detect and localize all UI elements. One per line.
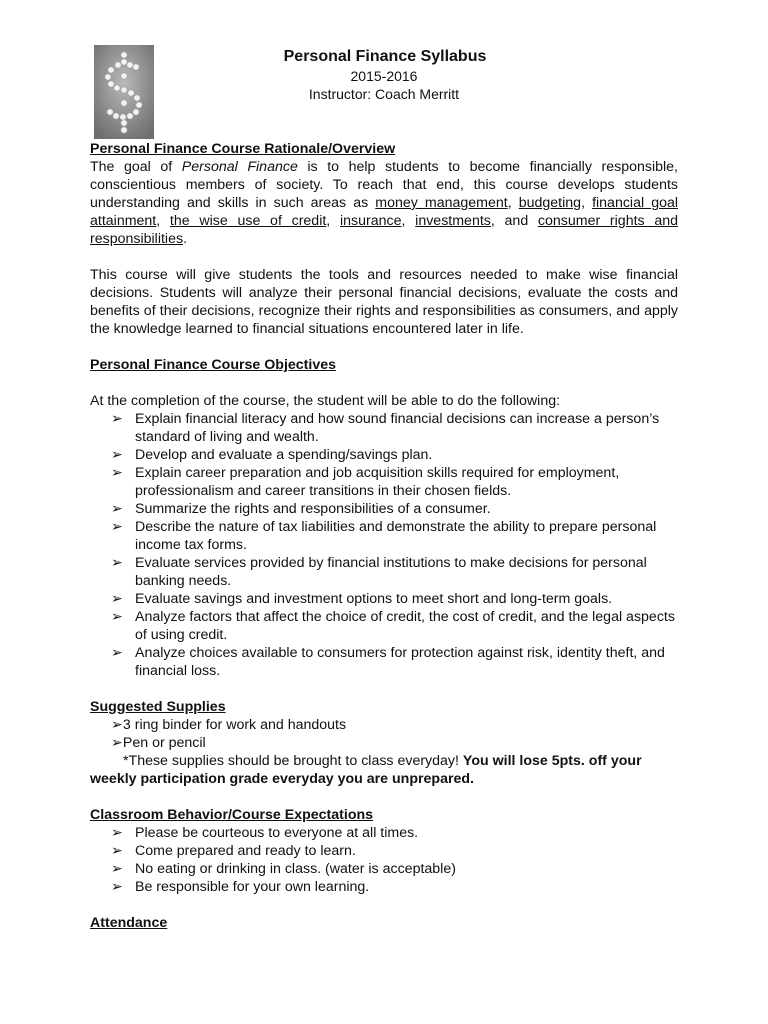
rationale-text: is to help students to become financially responsible, conscientious members of society. To reach that end, this course develops students understanding and skills in such areas as: [90, 159, 678, 211]
page-title: Personal Finance Syllabus: [283, 48, 487, 65]
separator: ,: [326, 213, 340, 229]
rationale-text: The goal of: [90, 159, 182, 175]
supplies-warning: You will lose 5pts. off your weekly participation grade everyday you are unprepared.: [90, 753, 642, 787]
list-item: [90, 878, 678, 896]
list-item: ➢3 ring binder for work and handouts: [111, 717, 347, 733]
rationale-heading: Personal Finance Course Rationale/Overview: [90, 141, 396, 157]
separator: .: [183, 231, 188, 247]
topic-insurance: insurance: [339, 213, 402, 229]
list-item: [90, 554, 678, 590]
behavior-heading: Classroom Behavior/Course Expectations: [90, 807, 374, 823]
spacer: [90, 248, 678, 266]
supplies-heading: Suggested Supplies: [90, 699, 226, 715]
topic-wise-use-of-credit: the wise use of credit: [169, 213, 327, 229]
arrow-bullet-icon: ➢: [111, 411, 123, 427]
list-item: [90, 518, 678, 554]
separator: ,: [507, 195, 519, 211]
arrow-bullet-icon: ➢: [111, 501, 123, 517]
school-year: 2015-2016: [350, 68, 418, 84]
rationale-paragraph-2: This course will give students the tools and resources needed to make wise financial decisions. Students will analyze their personal financial decisions, evaluate the costs and benefits of their decisions, recognize their rights and responsibilities as consumers, and apply the knowledge learned to financial situations encountered later in life.: [90, 267, 678, 337]
list-item: [90, 590, 678, 608]
course-name-italic: Personal Finance: [181, 159, 298, 175]
objectives-heading: Personal Finance Course Objectives: [90, 357, 337, 373]
arrow-bullet-icon: ➢: [111, 825, 123, 841]
expectation-text: Be responsible for your own learning.: [135, 879, 370, 895]
arrow-bullet-icon: ➢: [111, 591, 123, 607]
rationale-paragraph-1: [90, 158, 678, 248]
arrow-bullet-icon: ➢: [111, 555, 123, 571]
list-item: [90, 410, 678, 446]
list-item: [90, 446, 678, 464]
behavior-list: [90, 824, 678, 896]
spacer: [90, 788, 678, 806]
separator: ,: [401, 213, 416, 229]
topic-investments: investments: [415, 213, 491, 229]
topic-financial-goal-attainment: financial goal attainment: [90, 195, 679, 229]
list-item: [90, 464, 678, 500]
objectives-list: [90, 410, 678, 680]
topic-consumer-rights: consumer rights and responsibilities: [90, 213, 679, 247]
spacer: [90, 896, 678, 914]
objective-text: Develop and evaluate a spending/savings plan.: [135, 447, 433, 463]
list-item: ➢Pen or pencil: [111, 735, 206, 751]
attendance-heading: Attendance: [90, 915, 168, 931]
objective-text: Explain financial literacy and how sound financial decisions can increase a person’s standard of living and wealth.: [135, 411, 660, 445]
objective-text: Describe the nature of tax liabilities and demonstrate the ability to prepare personal income tax forms.: [135, 519, 657, 553]
objective-text: Evaluate services provided by financial institutions to make decisions for personal banking needs.: [135, 555, 647, 589]
expectation-text: Please be courteous to everyone at all times.: [135, 825, 419, 841]
arrow-bullet-icon: ➢: [111, 519, 123, 535]
expectation-text: Come prepared and ready to learn.: [135, 843, 356, 859]
spacer: [90, 338, 678, 356]
instructor-line: Instructor: Coach Merritt: [308, 86, 460, 102]
supplies-note-text: *These supplies should be brought to class everyday!: [123, 753, 463, 769]
arrow-bullet-icon: ➢: [111, 645, 123, 661]
separator: ,: [581, 195, 593, 211]
list-item: [90, 644, 678, 680]
arrow-bullet-icon: ➢: [111, 861, 123, 877]
separator: ,: [156, 213, 170, 229]
arrow-bullet-icon: ➢: [111, 609, 123, 625]
arrow-bullet-icon: ➢: [111, 465, 123, 481]
objective-text: Analyze factors that affect the choice of credit, the cost of credit, and the legal aspects of using credit.: [135, 609, 675, 643]
arrow-bullet-icon: ➢: [111, 843, 123, 859]
objectives-intro: At the completion of the course, the student will be able to do the following:: [90, 393, 561, 409]
objective-text: Analyze choices available to consumers for protection against risk, identity theft, and financial loss.: [135, 645, 665, 679]
separator: , and: [490, 213, 538, 229]
list-item: [90, 824, 678, 842]
objective-text: Explain career preparation and job acquisition skills required for employment, professionalism and career transitions in their chosen fields.: [135, 465, 620, 499]
objective-text: Evaluate savings and investment options to meet short and long-term goals.: [135, 591, 613, 607]
syllabus-body: [90, 140, 678, 932]
expectation-text: No eating or drinking in class. (water is acceptable): [135, 861, 456, 877]
list-item: [90, 860, 678, 878]
spacer: [90, 374, 678, 392]
list-item: [90, 842, 678, 860]
topic-budgeting: budgeting: [518, 195, 582, 211]
objective-text: Summarize the rights and responsibilities of a consumer.: [135, 501, 491, 517]
spacer: [90, 680, 678, 698]
list-item: [90, 500, 678, 518]
supplies-note: [90, 752, 678, 788]
supplies-list: [90, 716, 678, 752]
arrow-bullet-icon: ➢: [111, 447, 123, 463]
document-header: [0, 47, 768, 103]
list-item: [90, 608, 678, 644]
arrow-bullet-icon: ➢: [111, 879, 123, 895]
topic-money-management: money management: [375, 195, 508, 211]
